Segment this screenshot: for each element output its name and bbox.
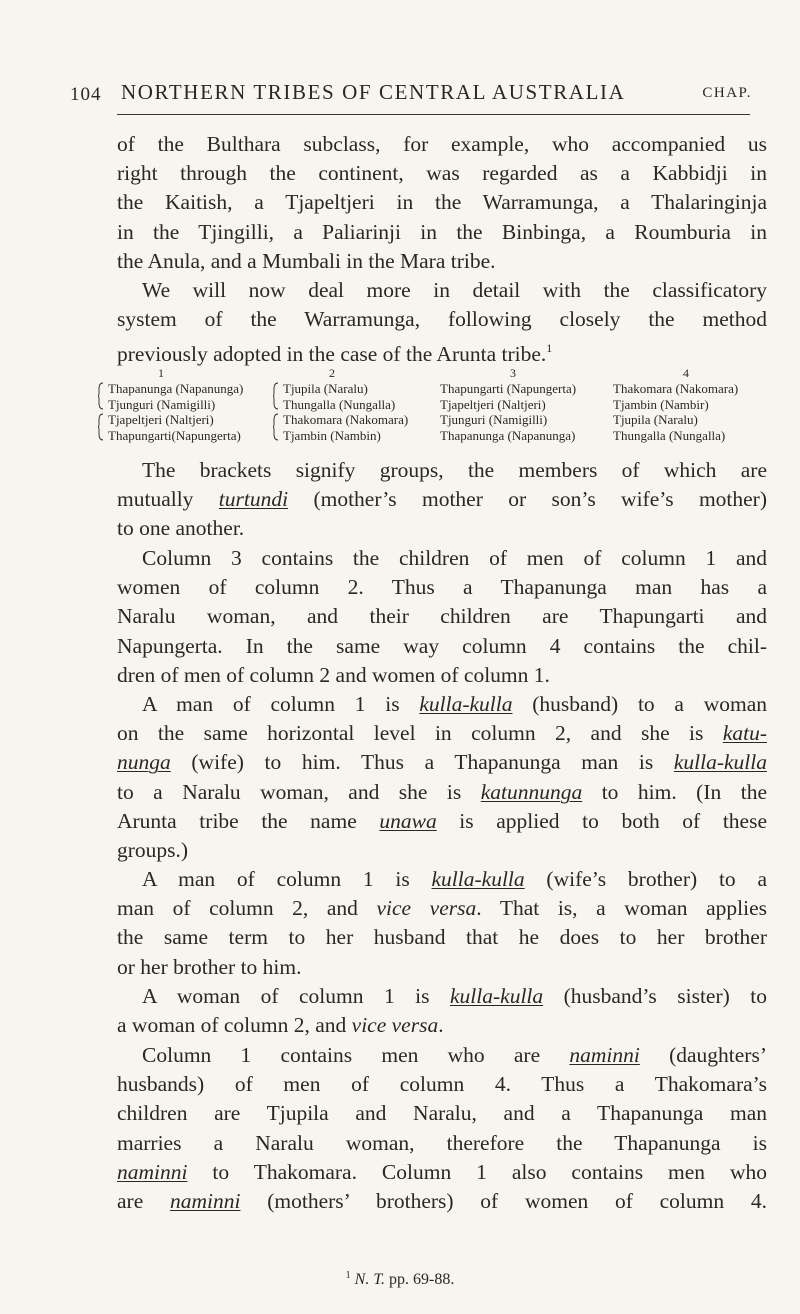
text-run: to Thakomara. Column 1 also contains men who [187,1159,767,1184]
text-line [117,334,767,367]
text-run: Column 1 contains men who are [142,1043,570,1067]
column-rows [440,381,576,443]
header-rule [117,114,750,115]
footnote-pages: pp. 69-88. [385,1271,455,1288]
text-line [117,719,767,748]
text-run: (mothers’ brothers) of women of column 4. [240,1188,767,1213]
footnote-marker: 1 [546,341,553,356]
paragraph-3 [117,456,767,544]
text-line [117,1158,767,1187]
table-cell: Tjunguri (Namigilli) [440,412,548,427]
left-brace-icon [98,382,104,410]
paragraph-4 [117,544,767,690]
text-line: marries a Naralu woman, therefore the Thapanunga is [117,1130,767,1155]
footnote [0,1270,800,1289]
table-cell: Tjapeltjeri (Naltjeri) [108,412,214,427]
text-run: . [438,1013,444,1038]
running-header [70,80,752,114]
text-line [117,982,767,1011]
text-line: dren of men of column 2 and women of column 1. [117,662,550,687]
italic-term: naminni [170,1188,241,1213]
table-cell: Tjunguri (Namigilli) [108,396,216,412]
text-line: the Anula, and a Mumbali in the Mara tribe. [117,248,496,273]
italic-term: kulla-kulla [419,692,513,716]
text-run: A man of column 1 is [142,692,420,716]
text-run: (wife) to him. Thus a Thapanunga man is [170,750,674,775]
text-run: (husband) to a woman [512,692,767,716]
text-run: (husband’s sister) to [543,984,767,1008]
text-line-content: previously adopted in the case of the Arunta tribe. [117,342,547,367]
text-line [117,690,767,719]
text-line: women of column 2. Thus a Thapanunga man has a [117,575,767,600]
text-line: to one another. [117,516,245,541]
text-run: (wife’s brother) to a [524,867,767,891]
text-line: right through the continent, was regarded as a Kabbidji in [117,161,767,186]
text-run: Arunta tribe the name [117,808,380,833]
italic-term: kulla-kulla [673,750,767,775]
text-run: (mother’s mother or son’s wife’s mother) [288,487,767,512]
table-cell: Tjupila (Naralu) [283,381,368,396]
text-line: the same term to her husband that he does to her brother [117,925,767,950]
column-rows [613,381,738,443]
paragraph-6 [117,865,767,982]
table-cell: Thungalla (Nungalla) [613,427,726,443]
italic-term: naminni [569,1043,640,1067]
table-cell: Tjupila (Naralu) [613,412,698,427]
text-line: The brackets signify groups, the members of which are [142,458,767,482]
text-line: Napungerta. In the same way column 4 contains the chil- [117,633,767,658]
text-run: to a Naralu woman, and she is [117,779,481,804]
text-run: A woman of column 1 is [142,984,450,1008]
column-rows [283,381,408,443]
text-line [117,865,767,894]
column-number: 1 [158,366,164,380]
text-line: husbands) of men of column 4. Thus a Thakomara’s [117,1072,767,1097]
paragraph-5 [117,690,767,865]
column-rows [108,381,243,443]
paragraph-2 [117,276,767,367]
column-number: 3 [510,366,516,380]
text-line [117,1041,767,1070]
text-line [117,778,767,807]
text-run: mutually [117,487,219,512]
italic-term: naminni [117,1159,188,1184]
text-line: the Kaitish, a Tjapeltjeri in the Warramunga, a Thalaringinja [117,190,767,215]
paragraph-1 [117,130,767,276]
italic-term: kulla-kulla [450,984,544,1008]
text-line: Naralu woman, and their children are Thapungarti and [117,604,767,629]
italic-term: katu- [722,721,767,746]
text-run: man of column 2, and [117,896,377,921]
footnote-reference: N. T. [354,1271,386,1288]
italic-term: vice versa [351,1013,439,1038]
left-brace-icon [273,382,279,410]
text-line: or her brother to him. [117,954,302,979]
text-run: to him. (In the [582,779,767,804]
table-cell: Tjapeltjeri (Naltjeri) [440,396,546,412]
table-cell: Thungalla (Nungalla) [283,396,396,412]
paragraph-7 [117,982,767,1040]
text-line: in the Tjingilli, a Paliarinji in the Binbinga, a Roumburia in [117,219,767,244]
text-line [117,807,767,836]
paragraph-8 [117,1041,767,1216]
text-line: Column 3 contains the children of men of column 1 and [142,546,767,570]
table-cell: Thapungarti(Napungerta) [108,427,241,443]
text-line: children are Tjupila and Naralu, and a Thapanunga man [117,1101,767,1126]
page-number: 104 [70,84,102,105]
table-cell: Tjambin (Nambir) [613,396,709,412]
text-line [117,894,767,923]
text-run: is applied to both of these [436,808,767,833]
italic-term: unawa [379,808,437,833]
italic-term: vice versa [376,896,477,921]
running-title: NORTHERN TRIBES OF CENTRAL AUSTRALIA [121,80,626,104]
italic-term: kulla-kulla [431,867,525,891]
text-run: (daughters’ [639,1043,767,1067]
text-run: . That is, a woman applies [476,896,768,921]
footnote-number: 1 [345,1270,351,1281]
left-brace-icon [98,413,104,441]
table-cell: Thapanunga (Napanunga) [108,381,244,396]
table-cell: Thakomara (Nakomara) [613,381,739,396]
text-line [117,1187,767,1216]
text-line [117,1011,767,1040]
text-run: A man of column 1 is [142,867,432,891]
text-line [117,748,767,777]
chapter-abbrev: CHAP. [702,85,752,101]
text-run: a woman of column 2, and [117,1013,352,1038]
text-run: on the same horizontal level in column 2, and she is [117,721,723,746]
italic-term: nunga [117,750,171,775]
text-line [117,485,767,514]
italic-term: turtundi [218,487,289,512]
table-cell: Tjambin (Nambin) [283,427,381,443]
column-number: 4 [683,366,689,380]
text-run: are [117,1188,170,1213]
table-cell: Thapanunga (Napanunga) [440,427,576,443]
table-cell: Thapungarti (Napungerta) [440,381,577,396]
left-brace-icon [273,413,279,441]
text-line: system of the Warramunga, following closely the method [117,307,767,332]
column-number: 2 [329,366,335,380]
text-line: We will now deal more in detail with the classificatory [142,278,767,302]
text-line: of the Bulthara subclass, for example, who accompanied us [117,132,767,156]
table-cell: Thakomara (Nakomara) [283,412,409,427]
text-line: groups.) [117,837,189,862]
italic-term: katunnunga [480,779,583,804]
